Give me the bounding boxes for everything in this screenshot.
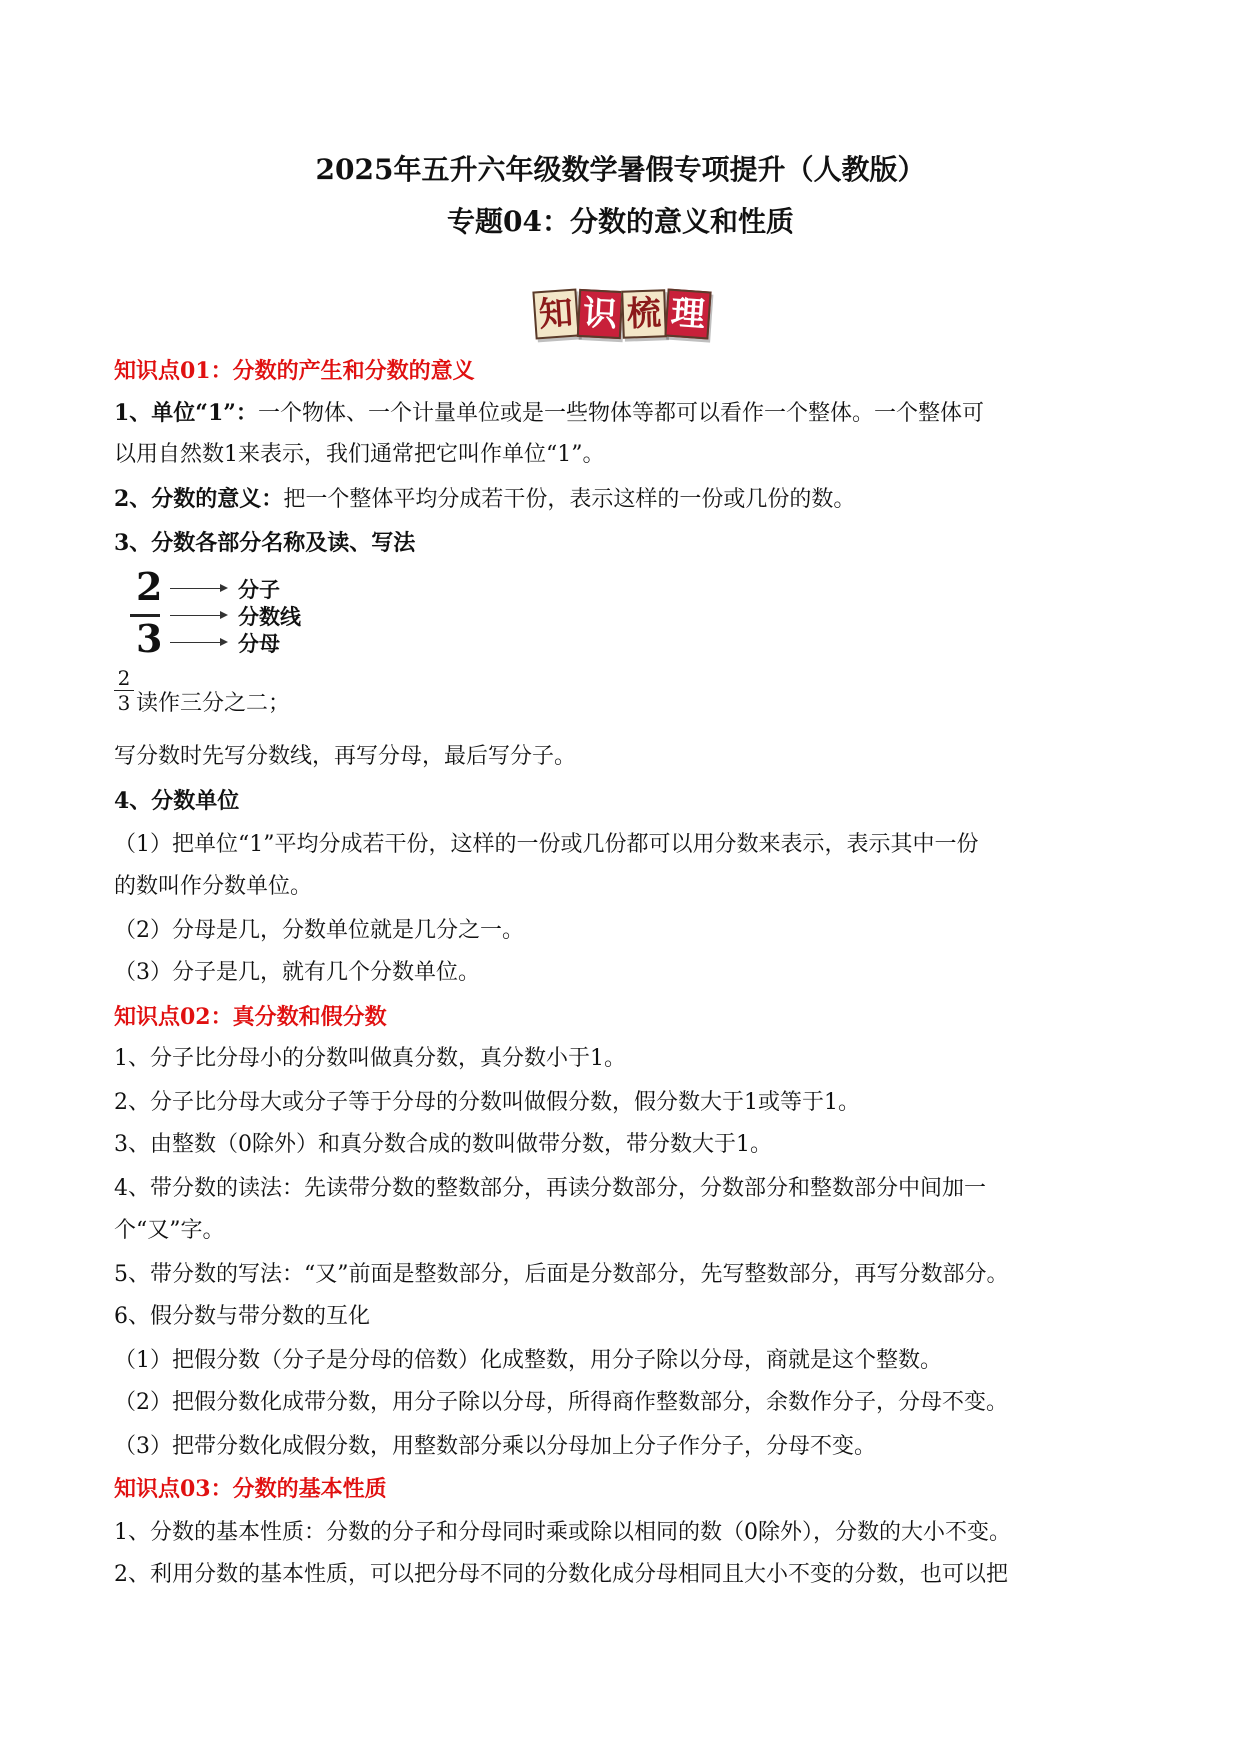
document-subtitle: 专题04：分数的意义和性质 <box>447 205 794 238</box>
inline-fraction-numerator: 2 <box>117 666 131 690</box>
paragraph-line <box>114 398 984 429</box>
term-label: 1、单位“1”： <box>114 400 258 426</box>
inline-fraction <box>114 668 134 713</box>
paragraph-line: 3、由整数（0除外）和真分数合成的数叫做带分数，带分数大于1。 <box>114 1132 772 1157</box>
arrow-right-icon <box>170 588 226 589</box>
paragraph-line: （1）把单位“1”平均分成若干份，这样的一份或几份都可以用分数来表示，表示其中一份 <box>114 832 979 857</box>
badge-char: 理 <box>664 289 711 340</box>
denominator-label: 分母 <box>238 632 280 656</box>
badge-char: 识 <box>577 289 623 339</box>
paragraph-line: 个“又”字。 <box>114 1218 225 1243</box>
paragraph-line: 的数叫作分数单位。 <box>114 874 313 899</box>
fraction-parts-diagram <box>130 564 370 661</box>
knowledge-summary-badge <box>534 290 710 338</box>
section-heading-kp3: 知识点03：分数的基本性质 <box>114 1476 387 1502</box>
fraction-line-label: 分数线 <box>238 605 301 629</box>
section-heading-kp2: 知识点02：真分数和假分数 <box>114 1004 387 1030</box>
paragraph-line: 以用自然数1来表示，我们通常把它叫作单位“1”。 <box>114 442 605 467</box>
paragraph-line: （3）分子是几，就有几个分数单位。 <box>114 960 480 985</box>
numerator-label: 分子 <box>238 578 280 602</box>
paragraph-line: 4、分数单位 <box>114 788 240 814</box>
paragraph-line <box>114 484 855 515</box>
paragraph-line: 5、带分数的写法：“又”前面是整数部分，后面是分数部分，先写整数部分，再写分数部分。 <box>114 1262 1009 1287</box>
paragraph-line: 2、分子比分母大或分子等于分母的分数叫做假分数，假分数大于1或等于1。 <box>114 1090 860 1115</box>
paragraph-line: 6、假分数与带分数的互化 <box>114 1304 370 1329</box>
arrow-right-icon <box>170 642 226 643</box>
paragraph-line: 1、分子比分母小的分数叫做真分数，真分数小于1。 <box>114 1046 626 1071</box>
paragraph-line: 3、分数各部分名称及读、写法 <box>114 530 416 556</box>
inline-fraction-denominator: 3 <box>117 691 131 715</box>
diagram-numerator: 2 <box>136 564 163 609</box>
paragraph-line: 4、带分数的读法：先读带分数的整数部分，再读分数部分，分数部分和整数部分中间加一 <box>114 1176 987 1201</box>
paragraph-line: 1、分数的基本性质：分数的分子和分母同时乘或除以相同的数（0除外），分数的大小不变。 <box>114 1520 1011 1545</box>
term-text: 一个物体、一个计量单位或是一些物体等都可以看作一个整体。一个整体可 <box>257 401 984 426</box>
badge-char: 知 <box>532 289 579 340</box>
paragraph-line: 写分数时先写分数线，再写分母，最后写分子。 <box>114 744 577 769</box>
diagram-denominator: 3 <box>136 616 163 661</box>
paragraph-line: 2、利用分数的基本性质，可以把分母不同的分数化成分母相同且大小不变的分数，也可以把 <box>114 1562 1009 1587</box>
arrow-right-icon <box>170 615 226 616</box>
paragraph-line: （3）把带分数化成假分数，用整数部分乘以分母加上分子作分子，分母不变。 <box>114 1434 876 1459</box>
badge-char: 梳 <box>621 289 667 339</box>
paragraph-line: （1）把假分数（分子是分母的倍数）化成整数，用分子除以分母，商就是这个整数。 <box>114 1348 942 1373</box>
paragraph-line: （2）分母是几，分数单位就是几分之一。 <box>114 918 524 943</box>
document-title: 2025年五升六年级数学暑假专项提升（人教版） <box>315 153 926 186</box>
term-label: 2、分数的意义： <box>114 486 284 512</box>
section-heading-kp1: 知识点01：分数的产生和分数的意义 <box>114 358 475 384</box>
term-text: 把一个整体平均分成若干份，表示这样的一份或几份的数。 <box>283 487 856 512</box>
paragraph-line: （2）把假分数化成带分数，用分子除以分母，所得商作整数部分，余数作分子，分母不变。 <box>114 1390 1009 1415</box>
paragraph-line: 读作三分之二； <box>136 691 291 716</box>
